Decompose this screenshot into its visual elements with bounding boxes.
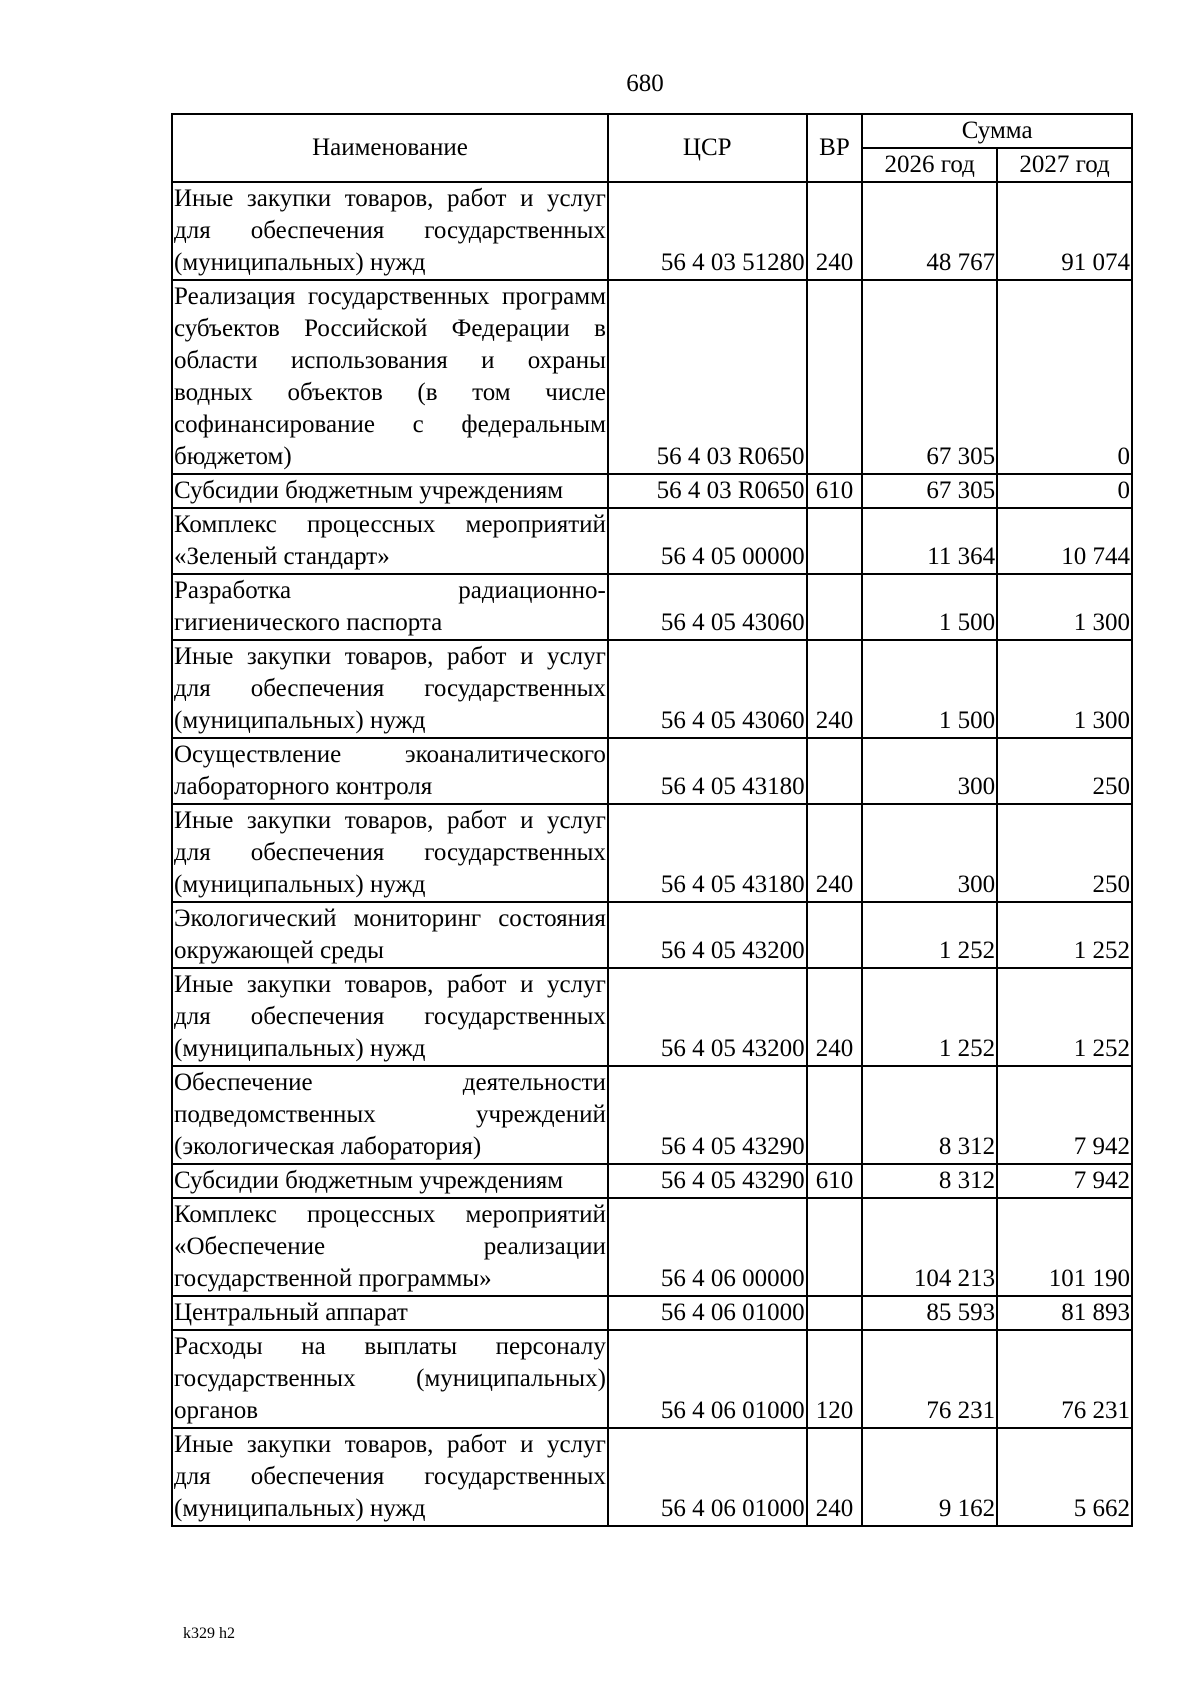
name-cell: Реализация государственных программ субъектов Российской Федерации в области использования и охраны водных объектов (в том числе софинансирование с федеральным бюджетом) bbox=[172, 280, 608, 474]
sum-2027-cell: 250 bbox=[997, 738, 1132, 804]
table-row bbox=[172, 574, 1132, 640]
name-cell: Расходы на выплаты персоналу государственных (муниципальных) органов bbox=[172, 1330, 608, 1428]
sum-2027-cell: 91 074 bbox=[997, 182, 1132, 280]
sum-2027-cell: 1 252 bbox=[997, 968, 1132, 1066]
name-cell: Комплекс процессных мероприятий «Зеленый стандарт» bbox=[172, 508, 608, 574]
csr-cell: 56 4 03 R0650 bbox=[608, 474, 807, 508]
sum-2027-cell: 1 300 bbox=[997, 574, 1132, 640]
name-cell: Субсидии бюджетным учреждениям bbox=[172, 474, 608, 508]
sum-2026-cell: 1 252 bbox=[862, 968, 997, 1066]
header-year-2026: 2026 год bbox=[862, 148, 997, 182]
sum-2026-cell: 300 bbox=[862, 738, 997, 804]
sum-2026-cell: 1 252 bbox=[862, 902, 997, 968]
csr-cell: 56 4 03 R0650 bbox=[608, 280, 807, 474]
csr-cell: 56 4 05 00000 bbox=[608, 508, 807, 574]
vr-cell bbox=[807, 280, 863, 474]
vr-cell bbox=[807, 508, 863, 574]
sum-2026-cell: 67 305 bbox=[862, 280, 997, 474]
vr-cell: 610 bbox=[807, 1164, 863, 1198]
table-row bbox=[172, 1296, 1132, 1330]
sum-2026-cell: 1 500 bbox=[862, 640, 997, 738]
name-cell: Обеспечение деятельности подведомственных учреждений (экологическая лаборатория) bbox=[172, 1066, 608, 1164]
table-row bbox=[172, 1066, 1132, 1164]
sum-2027-cell: 10 744 bbox=[997, 508, 1132, 574]
table-row bbox=[172, 1164, 1132, 1198]
csr-cell: 56 4 05 43290 bbox=[608, 1164, 807, 1198]
table-row bbox=[172, 1428, 1132, 1526]
name-cell: Иные закупки товаров, работ и услуг для обеспечения государственных (муниципальных) нужд bbox=[172, 1428, 608, 1526]
sum-2027-cell: 0 bbox=[997, 474, 1132, 508]
name-cell: Иные закупки товаров, работ и услуг для обеспечения государственных (муниципальных) нужд bbox=[172, 968, 608, 1066]
table-row bbox=[172, 1198, 1132, 1296]
sum-2026-cell: 76 231 bbox=[862, 1330, 997, 1428]
sum-2027-cell: 5 662 bbox=[997, 1428, 1132, 1526]
sum-2027-cell: 81 893 bbox=[997, 1296, 1132, 1330]
sum-2027-cell: 76 231 bbox=[997, 1330, 1132, 1428]
sum-2027-cell: 0 bbox=[997, 280, 1132, 474]
vr-cell: 240 bbox=[807, 640, 863, 738]
sum-2026-cell: 104 213 bbox=[862, 1198, 997, 1296]
sum-2026-cell: 85 593 bbox=[862, 1296, 997, 1330]
vr-cell bbox=[807, 738, 863, 804]
sum-2026-cell: 48 767 bbox=[862, 182, 997, 280]
table-row bbox=[172, 1330, 1132, 1428]
table-row bbox=[172, 640, 1132, 738]
name-cell: Комплекс процессных мероприятий «Обеспечение реализации государственной программы» bbox=[172, 1198, 608, 1296]
sum-2026-cell: 8 312 bbox=[862, 1066, 997, 1164]
sum-2026-cell: 9 162 bbox=[862, 1428, 997, 1526]
name-cell: Иные закупки товаров, работ и услуг для обеспечения государственных (муниципальных) нужд bbox=[172, 804, 608, 902]
table-row bbox=[172, 968, 1132, 1066]
vr-cell: 240 bbox=[807, 182, 863, 280]
name-cell: Иные закупки товаров, работ и услуг для обеспечения государственных (муниципальных) нужд bbox=[172, 640, 608, 738]
name-cell: Экологический мониторинг состояния окружающей среды bbox=[172, 902, 608, 968]
table-row bbox=[172, 508, 1132, 574]
name-cell: Осуществление экоаналитического лабораторного контроля bbox=[172, 738, 608, 804]
csr-cell: 56 4 05 43060 bbox=[608, 640, 807, 738]
vr-cell bbox=[807, 574, 863, 640]
header-csr: ЦСР bbox=[608, 114, 807, 182]
csr-cell: 56 4 05 43200 bbox=[608, 902, 807, 968]
sum-2027-cell: 1 252 bbox=[997, 902, 1132, 968]
vr-cell: 240 bbox=[807, 968, 863, 1066]
sum-2026-cell: 67 305 bbox=[862, 474, 997, 508]
vr-cell bbox=[807, 1198, 863, 1296]
vr-cell: 240 bbox=[807, 1428, 863, 1526]
table-row bbox=[172, 280, 1132, 474]
csr-cell: 56 4 05 43060 bbox=[608, 574, 807, 640]
header-year-2027: 2027 год bbox=[997, 148, 1132, 182]
vr-cell bbox=[807, 1296, 863, 1330]
csr-cell: 56 4 05 43180 bbox=[608, 738, 807, 804]
csr-cell: 56 4 05 43200 bbox=[608, 968, 807, 1066]
page-number: 680 bbox=[626, 70, 664, 97]
table-row bbox=[172, 738, 1132, 804]
name-cell: Центральный аппарат bbox=[172, 1296, 608, 1330]
sum-2027-cell: 7 942 bbox=[997, 1164, 1132, 1198]
csr-cell: 56 4 03 51280 bbox=[608, 182, 807, 280]
vr-cell: 610 bbox=[807, 474, 863, 508]
sum-2027-cell: 101 190 bbox=[997, 1198, 1132, 1296]
table-row bbox=[172, 474, 1132, 508]
csr-cell: 56 4 06 00000 bbox=[608, 1198, 807, 1296]
sum-2026-cell: 300 bbox=[862, 804, 997, 902]
name-cell: Иные закупки товаров, работ и услуг для обеспечения государственных (муниципальных) нужд bbox=[172, 182, 608, 280]
name-cell: Разработка радиационно-гигиенического паспорта bbox=[172, 574, 608, 640]
sum-2027-cell: 1 300 bbox=[997, 640, 1132, 738]
table-row bbox=[172, 182, 1132, 280]
sum-2026-cell: 11 364 bbox=[862, 508, 997, 574]
header-sum: Сумма bbox=[862, 114, 1132, 148]
sum-2027-cell: 7 942 bbox=[997, 1066, 1132, 1164]
header-vr: ВР bbox=[807, 114, 863, 182]
table-row bbox=[172, 902, 1132, 968]
csr-cell: 56 4 06 01000 bbox=[608, 1428, 807, 1526]
budget-table bbox=[171, 113, 1133, 1527]
vr-cell: 120 bbox=[807, 1330, 863, 1428]
vr-cell bbox=[807, 902, 863, 968]
vr-cell: 240 bbox=[807, 804, 863, 902]
sum-2027-cell: 250 bbox=[997, 804, 1132, 902]
header-name: Наименование bbox=[172, 114, 608, 182]
name-cell: Субсидии бюджетным учреждениям bbox=[172, 1164, 608, 1198]
csr-cell: 56 4 05 43180 bbox=[608, 804, 807, 902]
vr-cell bbox=[807, 1066, 863, 1164]
csr-cell: 56 4 06 01000 bbox=[608, 1330, 807, 1428]
table-row bbox=[172, 804, 1132, 902]
csr-cell: 56 4 06 01000 bbox=[608, 1296, 807, 1330]
table-body bbox=[172, 182, 1132, 1526]
sum-2026-cell: 1 500 bbox=[862, 574, 997, 640]
sum-2026-cell: 8 312 bbox=[862, 1164, 997, 1198]
footer-code: k329 h2 bbox=[183, 1625, 235, 1642]
csr-cell: 56 4 05 43290 bbox=[608, 1066, 807, 1164]
